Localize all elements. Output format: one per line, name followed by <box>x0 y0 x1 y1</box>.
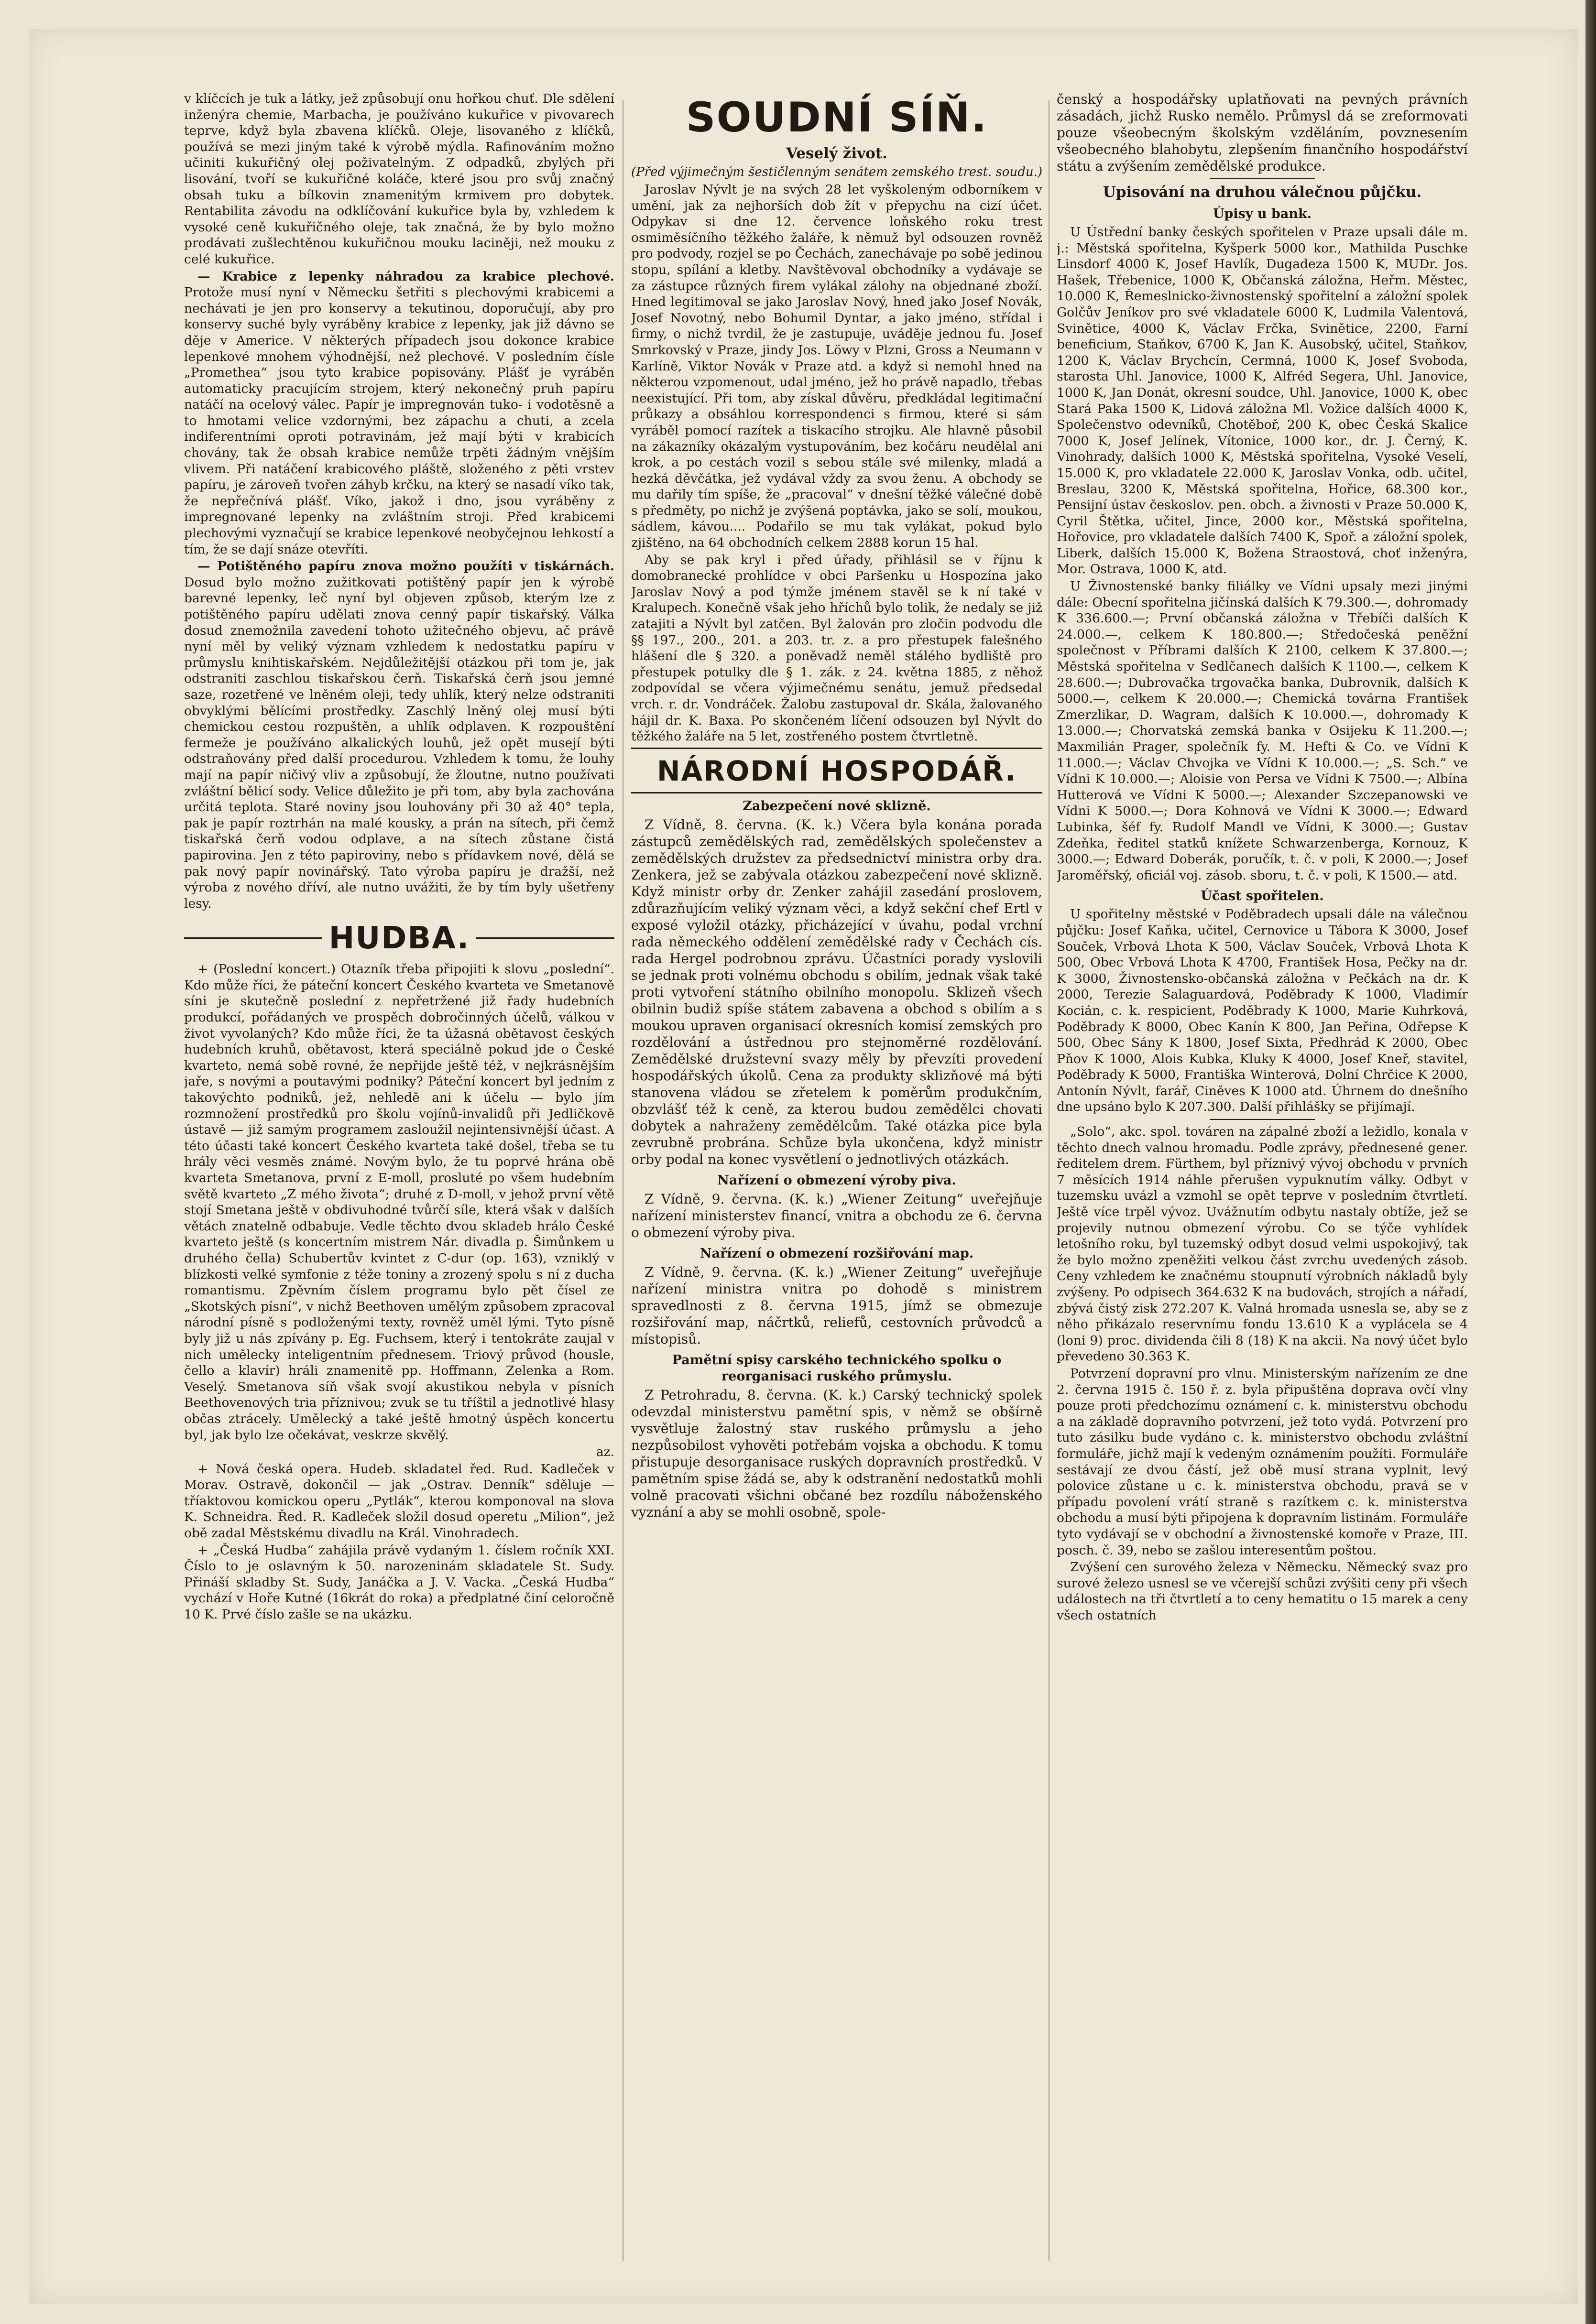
article-paragraph: „Solo“, akc. spol. továren na zápalné zboží a ležidlo, konala v těchto dnech valnou hromadu. Podle zprávy, přednesené gener. ředitelem drem. Fürthem, byl příznivý vývoj obchodu v prvních 7 měsících 1914 náhle přerušen vypuknutím války. Odbyt v tuzemsku uvázl a vzmohl se opět teprve v posledním čtvrtletí. Ještě více trpěl vývoz. Uvážnutím odbytu nastaly obtíže, jež se projevily nutnou obmezení výrobu. Co se týče vyhlídek letošního roku, byl tuzemský odbyt dosud velmi uspokojivý, tak že bylo možno zpeněžiti velkou část zvrchu uvedených zásob. Ceny vzhledem ke značnému stoupnutí výrobních nákladů byly zvýšeny. Po odpisech 364.632 K na budovách, strojích a nářadí, zbývá čistý zisk 272.207 K. Valná hromada usnesla se, aby se z něho přikázalo reservnímu fondu 13.610 K a vyplácela se 4 (loni 9) proc. dividenda čili 8 (18) K na akcii. Na nový účet bylo převedeno 30.363 K. <box>1057 1124 1468 1364</box>
column-2 <box>631 91 1042 2261</box>
section-rule <box>631 748 1042 749</box>
section-rule <box>631 792 1042 793</box>
section-rule <box>1210 1119 1315 1120</box>
section-title-narodni: NÁRODNÍ HOSPODÁŘ. <box>656 754 1017 787</box>
header-rule <box>184 937 322 939</box>
author-signature: az. <box>596 1444 614 1460</box>
column-3 <box>1057 91 1468 2261</box>
article-paragraph: Z Vídně, 9. června. (K. k.) „Wiener Zeitung“ uveřejňuje nařízení ministerstev financí, vnitra a obchodu ze 6. června o obmezení výroby piva. <box>631 1191 1042 1240</box>
article-subtitle: (Před výjimečným šestičlenným senátem zemského trest. soudu.) <box>631 165 1042 179</box>
article-paragraph: + „Česká Hudba“ zahájila právě vydaným 1. číslem ročník XXI. Číslo to je oslavným k 50. narozeninám skladatele St. Sudy. Přináší skladby St. Sudy, Janáčka a J. V. Vacka. „Česká Hudba“ vychází v Hoře Kutné (16krát do roka) a předplatné činí celoročně 10 K. Prvé číslo zašle se na ukázku. <box>184 1542 614 1622</box>
article-paragraph: Zvýšení cen surového železa v Německu. Německý svaz pro surové železo usnesl se ve včerejší schůzi zvýšiti ceny při všech událostech na tři čtvrtletí a to ceny hematitu o 15 marek a ceny všech ostatních <box>1057 1560 1468 1623</box>
article-paragraph: + (Poslední koncert.) Otazník třeba připojiti k slovu „poslední“. Kdo může říci, že páteční koncert Českého kvarteta ve Smetanově síni je skutečně poslední z nepřetržené již řady hudebních produkcí, pořádaných ve prospěch dobročinných účelů, válkou v život vyvolaných? Kdo může říci, že ta úžasná obětavost českých hudebních kruhů, obětavost, která speciálně pokud jde o České kvarteto, nemá sobě rovné, že nepřijde ještě též, v nejkrásnějším jaře, s novými a poutavými podniky? Páteční koncert byl jedním z takovýchto podniků, jež, nehledě ani k účelu — bylo jím rozmnožení prostředků pro školu vojínů-invalidů při Jedličkově ústavě — již samým programem zasloužil nejintensivnější účast. A této účasti také koncert Českého kvarteta také došel, třeba se tu hrály věci vesměs známé. Novým bylo, že tu poprvé hrána obě kvarteta Smetanova, první z E-moll, prosluté po všem hudebním světě kvarteto „Z mého života“; druhé z D-moll, v jehož první větě stojí Smetana ještě v obdivuhodné tvůrčí síle, která však v dalších větách znatelně odbabuje. Vedle těchto dvou skladeb hrálo České kvarteto ještě (s koncertním mistrem Nár. divadla p. Šimůnkem u druhého čella) Schubertův kvintet z C-dur (op. 163), vzniklý v blízkosti velké symfonie z téže toniny a zrozený spolu s ní z ducha romantismu. Zpěvním číslem programu bylo pět čísel ze „Skotských písní“, v nichž Beethoven umělým způsobem zpracoval národní písně s podloženými texty, rovněž uměl lými. Tyto písně byly již u nás zpívány p. Eg. Fuchsem, který i tentokráte zaujal v nich umělecky inteligentním přednesem. Triový průvod (housle, čello a klavír) hráli znamenitě pp. Hoffmann, Zelenka a Rom. Veselý. Smetanova síň však svojí akustikou nebyla v písních Beethovenových tria příznivou; zvuk se tu tříštil a jednotlivé hlasy občas ztrácely. Umělecký a také ještě hmotný úspěch koncertu byl, jak bylo lze očekávat, veskrze skvělý. <box>184 962 614 1443</box>
page-edge-shadow <box>1585 0 1596 2324</box>
article-paragraph: U spořitelny městské v Poděbradech upsali dále na válečnou půjčku: Josef Kaňka, učitel, Cernovice u Tábora K 3000, Josef Souček, Vrbová Lhota K 500, Václav Souček, Vrbová Lhota K 500, Obec Vrbová Lhota K 4700, František Hosa, Pečky na dr. K 3000, Živnostensko-občanská záložna v Pečkách na dr. K 2000, Terezie Salaguardová, Poděbrady K 1000, Vladimír Kocián, c. k. respicient, Poděbrady K 1000, Marie Kuhrková, Poděbrady K 8000, Obec Kanín K 800, Jan Peřina, Odřepse K 500, Obec Sány K 1800, Josef Sixta, Předhrád K 2000, Obec Pňov K 1000, Alois Kubka, Kluky K 4000, Josef Kneř, stavitel, Poděbrady K 5000, Františka Winterová, Dolní Chrčice K 2000, Antonín Nývlt, farář, Ciněves K 1000 atd. Úhrnem do dnešního dne upsáno bylo K 207.300. Další přihlášky se přijímají. <box>1057 907 1468 1115</box>
article-text: Protože musí nyní v Německu šetřiti s plechovými krabicemi a nechávati je jen pro konservy a tekutinou, doporučují, aby pro konservy suché byly vyráběny krabice z lepenky, jak již dávno se děje v Americe. V některých případech jsou dokonce krabice lepenkové mnohem výhodnější, než plechové. V posledním čísle „Prometheа“ jsou tyto krabice popisovány. Plášť je vyráběn automaticky pracujícím strojem, který nekonečný pruh papíru natáčí na ocelový válec. Papír je impregnován tuko- i vodotěsně a to hmotami velice vzdornými, bez zápachu a chuti, a zcela indiferentními oproti potravinám, jež mají býti v krabicích chovány, tak že obsah krabice nemůže trpěti žádným vnějším vlivem. Při natáčení krabicového pláště, složeného z pěti vrstev papíru, je zároveň tvořen záhyb krčku, na který se nasadí víko tak, že nepřečnívá plášť. Víko, jakož i dno, jsou vyráběny z impregnované lepenky na zvláštním stroji. Před krabicemi plechovými vyznačují se krabice lepenkové neobyčejnou lehkostí a tím, že se dají snáze otevříti. <box>184 285 614 557</box>
header-rule <box>476 937 614 939</box>
article-headline: Pamětní spisy carského technického spolku o reorganisaci ruského průmyslu. <box>672 1352 1002 1384</box>
article-headline: Nařízení o obmezení výroby piva. <box>717 1173 956 1188</box>
article-headline: Veselý život. <box>786 145 887 162</box>
article-paragraph <box>184 558 614 912</box>
article-paragraph: Aby se pak kryl i před úřady, přihlásil se v říjnu k domobranecké prohlídce v obci Paršenku u Hospozína jako Jaroslav Nový a pod týmže jménem stavěl se k ní také v Kralupech. Konečně však jeho hříchů bylo tolik, že nedaly se již zatajiti a Nývlt byl zatčen. Byl žalován pro zločin podvodu dle §§ 197., 200., 201. a 203. tr. z. a pro přestupek falešného hlášení dle § 320. a poněvadž neměl stálého bydliště pro přestupek potulky dle § 1. zák. z 24. května 1885, z něhož zodpovídal se včera výjimečnému senátu, jemuž předsedal vrch. r. dr. Vondráček. Žalobu zastupoval dr. Skála, žalovaného hájil dr. K. Baxa. Po skončeném líčení odsouzen byl Nývlt do těžkého žaláře na 5 let, zostřeného postem čtvrtletně. <box>631 552 1042 744</box>
article-paragraph: Jaroslav Nývlt je na svých 28 let vyškoleným odborníkem v umění, jak za nejhorších dob žít v přepychu na cizí účet. Odpykav si dne 12. července loňského roku trest osmiměsíčního těžkého žaláře, k němuž byl odsouzen rovněž pro podvody, rozjel se po Čechách, zanechávaje po sobě jedinou stopu, spílání a kletby. Navštěvoval obchodníky a vydávaje se za zástupce různých firem vylákal zálohy na objednané zboží. Hned legitimoval se jako Jaroslav Nový, hned jako Josef Novák, Josef Novotný, nebo Bohumil Dyntar, a jako jméno, střídal i firmy, o nichž tvrdil, že je zastupuje, uváděje jednou fu. Josef Smrkovský v Praze, jindy Jos. Löwy v Plzni, Gross a Neumann v Karlíně, Viktor Novák v Praze atd. a když si nemohl hned na některou vzpomenout, udal jméno, jež ho právě napadlo, třebas neexistující. Při tom, aby získal důvěru, předkládal legitimační průkazy a obsáhlou korrespondenci s firmou, které si sám vyráběl pomocí razítek a tiskacího strojku. Ale hlavně působil na zákazníky okázalým vystupováním, bez kočáru neudělal ani krok, a po cestách vozil s sebou stále své milenky, mladá a hezká děvčátka, jež vydával vždy za svou ženu. A obchody se mu dařily tím spíše, že „pracoval“ v dnešní těžké válečné době s předměty, po nichž je zvýšená poptávka, jako se solí, moukou, sádlem, kávou.... Podařilo se mu tak vylákat, pokud bylo zjištěno, na 64 obchodních celkem 2888 korun 15 hal. <box>631 182 1042 551</box>
article-headline: Nařízení o obmezení rozšiřování map. <box>700 1246 974 1261</box>
article-paragraph <box>184 269 614 558</box>
section-title: HUDBA. <box>328 921 470 956</box>
article-paragraph: Z Petrohradu, 8. června. (K. k.) Carský technický spolek odevzdal ministerstvu pamětní spis, v němž se obšírně vysvětluje žalostný stav ruského průmyslu a jeho nezpůsobilost vyhověti potřebám vojska a obchodu. K tomu přistupuje desorganisace ruských dopravních prostředků. V pamětním spise žádá se, aby k odstranění nedostatků mohli volně pracovati všichni občané bez rozdílu náboženského vyznání a aby se mohli osobně, spole- <box>631 1387 1042 1520</box>
article-paragraph: čenský a hospodářsky uplatňovati na pevných právních zásadách, jichž Rusko nemělo. Průmysl dá se zreformovati pouze všeobecným školským vzděláním, povznesením všeobecného blahobytu, zlepšením finančního hospodářství státu a zvýšením zemědělské produkce. <box>1057 91 1468 174</box>
article-paragraph: Potvrzení dopravní pro vlnu. Ministerským nařízením ze dne 2. června 1915 č. 150 ř. z. byla připuštěna doprava ovčí vlny pouze proti předchozímu oznámení c. k. ministerstvu obchodu a na základě dopravního potvrzení, jež toto vydá. Potvrzení pro tuto zásilku bude vydáno c. k. ministerstvo obchodu zvláštní formuláře, jichž mají k vedeným oznámením použíti. Formuláře sestávají ze dvou částí, jež obě musí strana vyplnit, levý polovice zůstane u c. k. ministerstva obchodu, pravá se v případu povolení vrátí straně s razítkem c. k. ministerstva obchodu a musí býti připojena k dopravním listinám. Formuláře tyto vydávají se v obchodní a živnostenské komoře v Praze, III. posch. č. 39, nebo se zašlou interesentům poštou. <box>1057 1366 1468 1558</box>
subsection-headline: Úpisy u bank. <box>1213 206 1312 221</box>
article-paragraph: U Živnostenské banky filiálky ve Vídni upsaly mezi jinými dále: Obecní spořitelna jičínská dalších K 79.300.—, dohromady K 336.600.—; První občanská záložna v Třebíči dalších K 24.000.—, celkem K 180.800.—; Středočeská peněžní společnost v Příbrami dalších K 2100, celkem K 37.800.—; Městská spořitelna v Sedlčanech dalších K 1100.—, celkem K 28.600.—; Dubrovačka trgovačka banka, Dubrovnik, dalších K 5000.—, celkem K 20.000.—; Chemická továrna František Zmerzlikar, D. Wagram, dalších K 10.000.—, dohromady K 13.000.—; Chorvatská zemská banka v Osijeku K 11.200.—; Maxmilián Prager, společník fy. M. Hefti & Co. ve Vídni K 11.000.—; Václav Chvojka ve Vídni K 10.000.—; „S. Sch.“ ve Vídni K 10.000.—; Aloisie von Persa ve Vídni K 7500.—; Albína Hutterová ve Vídni K 5000.—; Alexander Szczepanowski ve Vídni K 5000.—; Dora Kohnová ve Vídni K 3000.—; Edward Lubinka, šéf fy. Rudolf Mandl ve Vídni, K 3000.—; Gustav Zdeňka, ředitel statků knížete Schwarzenberga, Kornouz, K 3000.—; Edward Doberák, poručík, t. č. v poli, K 2000.—; Josef Jaroměřský, oficiál voj. zásob. sboru, t. č. v poli, K 1500.— atd. <box>1057 579 1468 883</box>
article-paragraph: Z Vídně, 8. června. (K. k.) Včera byla konána porada zástupců zemědělských rad, zemědělských společenstev a zemědělských družstev za předsednictví ministra orby dra. Zenkera, jež se zabývala otázkou zabezpečení nové sklizně. Když ministr orby dr. Zenker zahájil zasedání proslovem, zdůrazňujícím veliký význam věci, a když sekční chef Ertl v exposé vyložil otázky, přicházející v úvahu, podal vrchní rada německého oddělení zemědělské rady v Čechách cís. rada Hergel podrobnou zprávu. Účastníci porady vyslovili se jednak proti volnému obchodu s obilím, jednak však také proti vytvoření státního obilního monopolu. Sklizeň všech obilnin budiž spíše státem zabavena a obchod s obilím a s moukou upraven organisací okresních komisí zemských pro rozdělování a ústřednou pro stejnoměrné rozdělování. Zemědělské družstevní svazy měly by převzíti provedení hospodářských úkolů. Cena za produkty sklizňové má býti stanovena vládou se zřetelem k poměrům produkčním, obzvlášť též k ceně, za kterou budou zemědělci chovati dobytek a nahraženy zemědělcům. Také otázka pice byla zevrubně probrána. Schůze byla ukončena, když ministr orby podal na konec vysvětlení o jednotlivých otázkách. <box>631 816 1042 1167</box>
article-paragraph: + Nová česká opera. Hudeb. skladatel řed. Rud. Kadleček v Morav. Ostravě, dokončil — jak „Ostrav. Denník“ sděluje — tříaktovou komickou operu „Pytlák“, kterou komponoval na slova K. Schneidra. Řed. R. Kadleček složil dosud operetu „Milion“, jež obě zadal Městskému divadlu na Král. Vinohradech. <box>184 1461 614 1541</box>
article-headline: Zabezpečení nové sklizně. <box>743 798 931 814</box>
column-1 <box>184 91 614 2261</box>
section-headline: Upisování na druhou válečnou půjčku. <box>1103 184 1422 201</box>
article-lead: — Potištěného papíru znova možno použíti v tiskárnách. <box>197 559 614 574</box>
section-rule <box>1210 178 1315 179</box>
subsection-headline: Účast spořitelen. <box>1201 889 1324 904</box>
section-title-soudni: SOUDNÍ SÍŇ. <box>686 94 988 141</box>
article-paragraph: U Ústřední banky českých spořitelen v Praze upsali dále m. j.: Městská spořitelna, Kyšperk 5000 kor., Mathilda Puschke Linsdorf 4000 K, Josef Havlík, Dugadeza 1500 K, MUDr. Jos. Hašek, Třebenice, 1000 K, Občanská záložna, Heřm. Městec, 10.000 K, Řemeslnicko-živnostenský spořitelní a záložní spolek Golčův Jeníkov pro své vkladatele 6000 K, Ludmila Valentová, Svinětice, 4000 K, Václav Frčka, Svinětice, 2200, Farní beneficium, Staňkov, 6700 K, Jan K. Ausobský, učitel, Staňkov, 1200 K, Václav Brychcín, Cermná, 1000 K, Josef Svoboda, starosta Uhl. Janovice, 1000 K, Alfréd Segera, Uhl. Janovice, 1000 K, Jan Donát, okresní soudce, Uhl. Janovice, 1000 K, obec Stará Paka 1500 K, Lidová záložna Ml. Vožice dalších 4000 K, Společenstvo odevníků, Chotěboř, 200 K, obec Česká Skalice 7000 K, Josef Jelínek, Vítonice, 1000 kor., dr. J. Černý, K. Vinohrady, dalších 1000 K, Městská spořitelna, Vysoké Veselí, 15.000 K, pro vkladatele 22.000 K, Jaroslav Vonka, odb. učitel, Breslau, 3200 K, Městská spořitelna, Hořice, 68.300 kor., Pensijní ústav českoslov. pen. obch. a živnosti v Praze 50.000 K, Cyril Štětka, učitel, Jince, 2000 kor., Městská spořitelna, Hořovice, pro vkladatele dalších 7400 K, Spoř. a záložní spolek, Liberk, dalších 15.000 K, Božena Straostová, choť inženýra, Mor. Ostrava, 1000 K, atd. <box>1057 225 1468 577</box>
section-header-hudba <box>184 916 614 959</box>
article-paragraph: v klíčcích je tuk a látky, jež způsobují onu hořkou chuť. Dle sdělení inženýra chemie, Marbacha, je používáno kukuřice v pivovarech teprve, když byla zbavena klíčků. Oleje, lisovaného z klíčků, používá se mezi jiným také k výrobě mýdla. Rafinováním možno učiniti kukuřičný olej poživatelným. Z odpadků, zbylých při lisování, tvoří se kukuřičné koláče, které jsou pro svůj značný obsah tuku a bílkovin znamenitým krmivem pro dobytek. Rentabilita závodu na odklíčování kukuřice byla by, vzhledem k vysoké ceně kukuřičného oleje, tak značná, že by bylo možno prodávati zušlechtěnou kukuřičnou mouku laciněji, než mouku z celé kukuřice. <box>184 91 614 267</box>
article-text: Dosud bylo možno zužitkovati potištěný papír jen k výrobě barevné lepenky, leč nyní byl objeven způsob, kterým lze z potištěného papíru udělati znova cenný papír tiskařský. Válka dosud znemožnila zavedení tohoto užitečného objevu, ač právě nyní měl by veliký význam vzhledem k nedostatku papíru v průmyslu knihtiskařském. Nejdůležitější otázkou při tom je, jak odstraniti zaschlou tiskařskou čerň. Tiskařská čerň jsou jemné saze, rozetřené ve lněném oleji, tedy uhlík, který nelze odstraniti obvyklými bělícími prostředky. Zaschlý lněný olej musí býti chemickou cestou rozpuštěn, a uhlík odplaven. K rozpouštění fermeže je používáno alkalických louhů, jež opět musejí býti odstraňovány před další procedurou. Vzhledem k tomu, že louhy mají na papír ničivý vliv a způsobují, že žloutne, nutno používati zvláštní bělicí sody. Velice důležito je při tom, aby byla zachována určitá teplota. Staré noviny jsou louhovány při 30 až 40° tepla, pak je papír roztrhán na malé kousky, a prán na sítech, při čemž tiskařská čerň vodou odplave, a na sítech zůstane čistá papirovina. Jen z této papiroviny, nebo s přídavkem nové, dělá se pak nový papír novinářský. Tato výroba papíru je dražší, než výroba z nového dříví, ale nutno uvážiti, že by tím byly ušetřeny lesy. <box>184 575 614 911</box>
article-paragraph: Z Vídně, 9. června. (K. k.) „Wiener Zeitung“ uveřejňuje nařízení ministra vnitra po dohodě s ministrem spravedlnosti z 8. června 1915, jímž se obmezuje rozšiřování map, náčrtků, reliefů, cestovních průvodců a místopisů. <box>631 1264 1042 1347</box>
article-lead: — Krabice z lepenky náhradou za krabice plechové. <box>197 269 614 284</box>
